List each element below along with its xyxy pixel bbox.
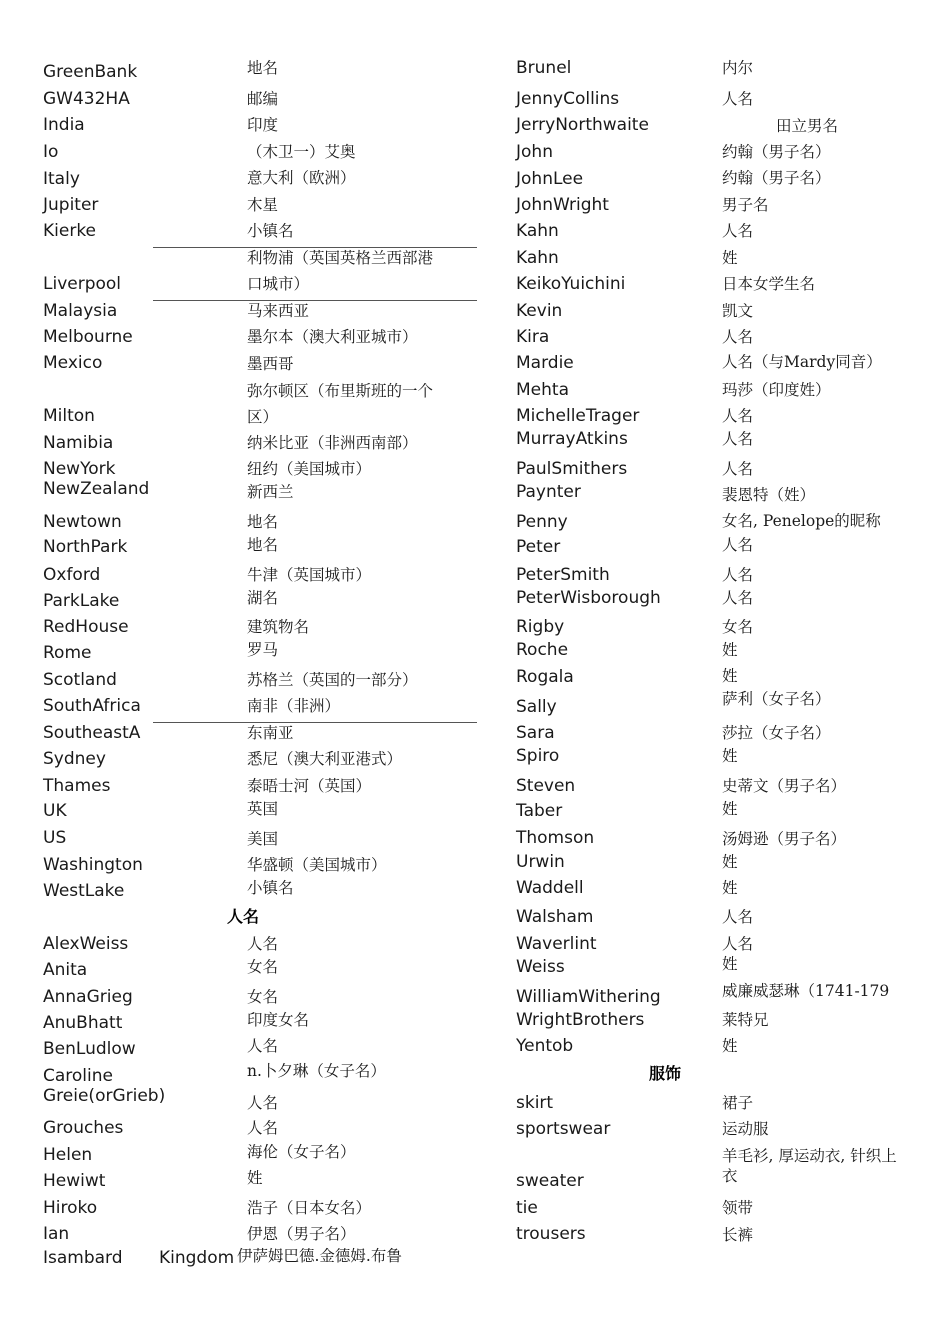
- place-en: Malaysia: [43, 301, 118, 321]
- name-en: Kevin: [516, 301, 563, 321]
- name-zh: 姓: [722, 955, 738, 973]
- place-zh: （木卫一）艾奥: [247, 143, 356, 161]
- place-en: UK: [43, 801, 67, 821]
- name-zh: 人名: [722, 908, 754, 926]
- name-zh: 人名: [722, 566, 754, 584]
- name-zh: 女名, Penelope的昵称: [722, 512, 881, 530]
- name-zh: 姓: [722, 1037, 738, 1055]
- name-zh: 姓: [722, 249, 738, 267]
- name-en: Spiro: [516, 746, 560, 766]
- name-zh: 史蒂文（男子名）: [722, 777, 847, 795]
- name-en: Waddell: [516, 878, 584, 898]
- place-en: SoutheastA: [43, 723, 141, 743]
- name-zh: 田立男名: [776, 117, 839, 135]
- name-en: Kahn: [516, 248, 559, 268]
- name-en: BenLudlow: [43, 1039, 136, 1059]
- name-en: Mehta: [516, 380, 569, 400]
- name-en: AnnaGrieg: [43, 987, 133, 1007]
- name-zh: 人名: [722, 222, 754, 240]
- table-rule: [153, 722, 477, 723]
- clothing-zh: 长裤: [722, 1226, 754, 1244]
- place-zh: 利物浦（英国英格兰西部港: [247, 249, 434, 267]
- name-en: JohnLee: [516, 169, 584, 189]
- name-en: Weiss: [516, 957, 565, 977]
- name-en: Walsham: [516, 907, 594, 927]
- name-zh: 人名: [722, 589, 754, 607]
- section-heading-names: 人名: [227, 907, 260, 926]
- place-en: Jupiter: [43, 195, 99, 215]
- name-en: PaulSmithers: [516, 459, 628, 479]
- name-en: Greie(orGrieb): [43, 1088, 166, 1106]
- place-zh: 地名: [247, 59, 279, 77]
- name-en: Waverlint: [516, 934, 597, 954]
- clothing-zh-cont: 衣: [722, 1167, 738, 1185]
- place-en: Newtown: [43, 512, 122, 532]
- name-zh: 浩子（日本女名）: [247, 1199, 372, 1217]
- name-zh: 印度女名: [247, 1011, 310, 1029]
- place-zh: 湖名: [247, 589, 279, 607]
- clothing-zh: 裙子: [722, 1094, 754, 1112]
- place-zh: 苏格兰（英国的一部分）: [247, 671, 418, 689]
- place-en: WestLake: [43, 881, 125, 901]
- name-en: Thomson: [516, 828, 595, 848]
- name-en: Caroline: [43, 1066, 113, 1086]
- name-en-mid: Kingdom: [159, 1248, 235, 1268]
- name-zh: 女名: [247, 958, 279, 976]
- name-zh: 人名: [247, 935, 279, 953]
- place-zh: 小镇名: [247, 222, 294, 240]
- name-zh: 萨利（女子名）: [722, 690, 831, 708]
- name-en: Paynter: [516, 482, 581, 502]
- place-zh: 纳米比亚（非洲西南部）: [247, 434, 418, 452]
- place-zh: 邮编: [247, 90, 279, 108]
- place-en: GreenBank: [43, 62, 138, 82]
- name-zh: 人名: [722, 407, 754, 425]
- name-en: Urwin: [516, 852, 565, 872]
- name-zh: 女名: [722, 618, 754, 636]
- place-zh: 小镇名: [247, 879, 294, 897]
- place-en: Italy: [43, 169, 80, 189]
- name-zh: 姓: [722, 879, 738, 897]
- name-zh: 姓: [247, 1169, 263, 1187]
- name-zh: 伊恩（男子名）: [247, 1225, 356, 1243]
- name-zh: 姓: [722, 853, 738, 871]
- place-zh: 纽约（美国城市）: [247, 460, 372, 478]
- place-zh: 建筑物名: [247, 618, 310, 636]
- place-en: India: [43, 115, 85, 135]
- name-zh: 姓: [722, 641, 738, 659]
- place-zh: 泰晤士河（英国）: [247, 777, 372, 795]
- name-en: Rigby: [516, 617, 565, 637]
- name-zh: 内尔: [722, 59, 754, 77]
- name-zh: 人名: [722, 90, 754, 108]
- name-en: JennyCollins: [516, 89, 620, 109]
- name-zh: 人名: [247, 1037, 279, 1055]
- name-en: Helen: [43, 1145, 93, 1165]
- name-zh: 人名（与Mardy同音）: [722, 353, 882, 371]
- name-en: Sally: [516, 697, 557, 717]
- name-zh: 伊萨姆巴德.金德姆.布鲁: [237, 1247, 402, 1265]
- place-zh: 地名: [247, 536, 279, 554]
- clothing-en: sportswear: [516, 1119, 611, 1139]
- name-en: JerryNorthwaite: [516, 115, 649, 135]
- clothing-en: tie: [516, 1198, 538, 1218]
- name-en: Penny: [516, 512, 568, 532]
- place-zh: 英国: [247, 800, 279, 818]
- name-zh: 人名: [722, 430, 754, 448]
- name-en: John: [516, 142, 553, 162]
- place-en: NorthPark: [43, 537, 128, 557]
- name-zh: 人名: [722, 460, 754, 478]
- name-zh: 日本女学生名: [722, 275, 816, 293]
- place-zh: 华盛顿（美国城市）: [247, 856, 387, 874]
- name-en: Hiroko: [43, 1198, 98, 1218]
- name-en: WilliamWithering: [516, 987, 661, 1007]
- place-en: Oxford: [43, 565, 101, 585]
- place-zh: 美国: [247, 830, 279, 848]
- place-zh: 意大利（欧洲）: [247, 169, 356, 187]
- clothing-en: sweater: [516, 1171, 584, 1191]
- place-zh: 牛津（英国城市）: [247, 566, 372, 584]
- name-en: Brunel: [516, 58, 572, 78]
- name-en: Grouches: [43, 1118, 124, 1138]
- place-en: Namibia: [43, 433, 114, 453]
- place-zh: 东南亚: [247, 724, 294, 742]
- name-en: Mardie: [516, 353, 574, 373]
- name-en: Taber: [516, 801, 563, 821]
- name-en: AnuBhatt: [43, 1013, 123, 1033]
- clothing-en: skirt: [516, 1093, 554, 1113]
- name-zh: 凯文: [722, 302, 754, 320]
- name-zh: n.卜夕琳（女子名）: [247, 1062, 386, 1080]
- name-zh: 约翰（男子名）: [722, 169, 831, 187]
- place-zh: 罗马: [247, 641, 279, 659]
- name-zh: 男子名: [722, 196, 769, 214]
- name-en: Steven: [516, 776, 576, 796]
- name-en: PeterWisborough: [516, 588, 661, 608]
- place-zh-cont: 区）: [247, 408, 279, 426]
- name-en: PeterSmith: [516, 565, 610, 585]
- place-zh: 悉尼（澳大利亚港式）: [247, 750, 403, 768]
- name-zh: 莱特兄: [722, 1011, 769, 1029]
- place-zh: 地名: [247, 513, 279, 531]
- place-zh: 印度: [247, 116, 279, 134]
- section-heading-clothing: 服饰: [649, 1064, 682, 1083]
- name-zh: 威廉威瑟琳（1741-179: [722, 982, 890, 1000]
- name-en: Rogala: [516, 667, 574, 687]
- clothing-zh: 运动服: [722, 1120, 769, 1138]
- place-en: Sydney: [43, 749, 106, 769]
- name-zh: 海伦（女子名）: [247, 1143, 356, 1161]
- place-zh: 木星: [247, 196, 279, 214]
- name-en: Peter: [516, 537, 561, 557]
- place-en: GW432HA: [43, 89, 130, 109]
- name-zh: 玛莎（印度姓）: [722, 381, 831, 399]
- clothing-zh: 羊毛衫, 厚运动衣, 针织上: [722, 1147, 897, 1165]
- place-en: Milton: [43, 406, 95, 426]
- place-zh: 马来西亚: [247, 302, 310, 320]
- clothing-zh: 领带: [722, 1199, 754, 1217]
- name-zh: 姓: [722, 747, 738, 765]
- place-zh: 南非（非洲）: [247, 697, 341, 715]
- place-en: Liverpool: [43, 274, 122, 294]
- table-rule: [153, 247, 477, 248]
- name-zh: 人名: [247, 1119, 279, 1137]
- name-en: Isambard: [43, 1248, 123, 1268]
- name-zh: 约翰（男子名）: [722, 143, 831, 161]
- place-en: Kierke: [43, 221, 97, 241]
- place-zh: 墨尔本（澳大利亚城市）: [247, 328, 418, 346]
- place-en: SouthAfrica: [43, 696, 141, 716]
- name-en: KeikoYuichini: [516, 274, 626, 294]
- name-en: Yentob: [516, 1036, 574, 1056]
- place-en: RedHouse: [43, 617, 129, 637]
- name-en: AlexWeiss: [43, 934, 129, 954]
- name-zh: 女名: [247, 988, 279, 1006]
- name-en: Kira: [516, 327, 550, 347]
- place-en: Io: [43, 142, 59, 162]
- place-zh: 墨西哥: [247, 355, 294, 373]
- name-zh: 人名: [247, 1094, 279, 1112]
- clothing-en: trousers: [516, 1224, 586, 1244]
- place-en: NewZealand: [43, 481, 150, 498]
- place-en: US: [43, 828, 67, 848]
- place-en: Scotland: [43, 670, 117, 690]
- name-zh: 裴恩特（姓）: [722, 486, 816, 504]
- name-en: Hewiwt: [43, 1171, 106, 1191]
- place-zh: 新西兰: [247, 483, 294, 501]
- name-en: Kahn: [516, 221, 559, 241]
- name-en: JohnWright: [516, 195, 609, 215]
- name-zh: 莎拉（女子名）: [722, 724, 831, 742]
- place-zh-cont: 口城市）: [247, 275, 310, 293]
- place-en: Melbourne: [43, 327, 133, 347]
- name-en: Anita: [43, 960, 88, 980]
- name-en: MurrayAtkins: [516, 429, 628, 449]
- place-en: NewYork: [43, 459, 116, 479]
- place-en: ParkLake: [43, 591, 120, 611]
- name-zh: 人名: [722, 328, 754, 346]
- name-zh: 汤姆逊（男子名）: [722, 830, 847, 848]
- name-zh: 姓: [722, 800, 738, 818]
- place-en: Rome: [43, 643, 92, 663]
- table-rule: [153, 300, 477, 301]
- name-en: WrightBrothers: [516, 1010, 645, 1030]
- place-en: Washington: [43, 855, 143, 875]
- place-en: Thames: [43, 776, 111, 796]
- name-en: Sara: [516, 723, 555, 743]
- name-en: MichelleTrager: [516, 406, 640, 426]
- place-zh: 弥尔顿区（布里斯班的一个: [247, 382, 434, 400]
- place-en: Mexico: [43, 353, 103, 373]
- name-zh: 人名: [722, 536, 754, 554]
- name-en: Ian: [43, 1224, 70, 1244]
- name-zh: 人名: [722, 935, 754, 953]
- name-en: Roche: [516, 640, 569, 660]
- name-zh: 姓: [722, 667, 738, 685]
